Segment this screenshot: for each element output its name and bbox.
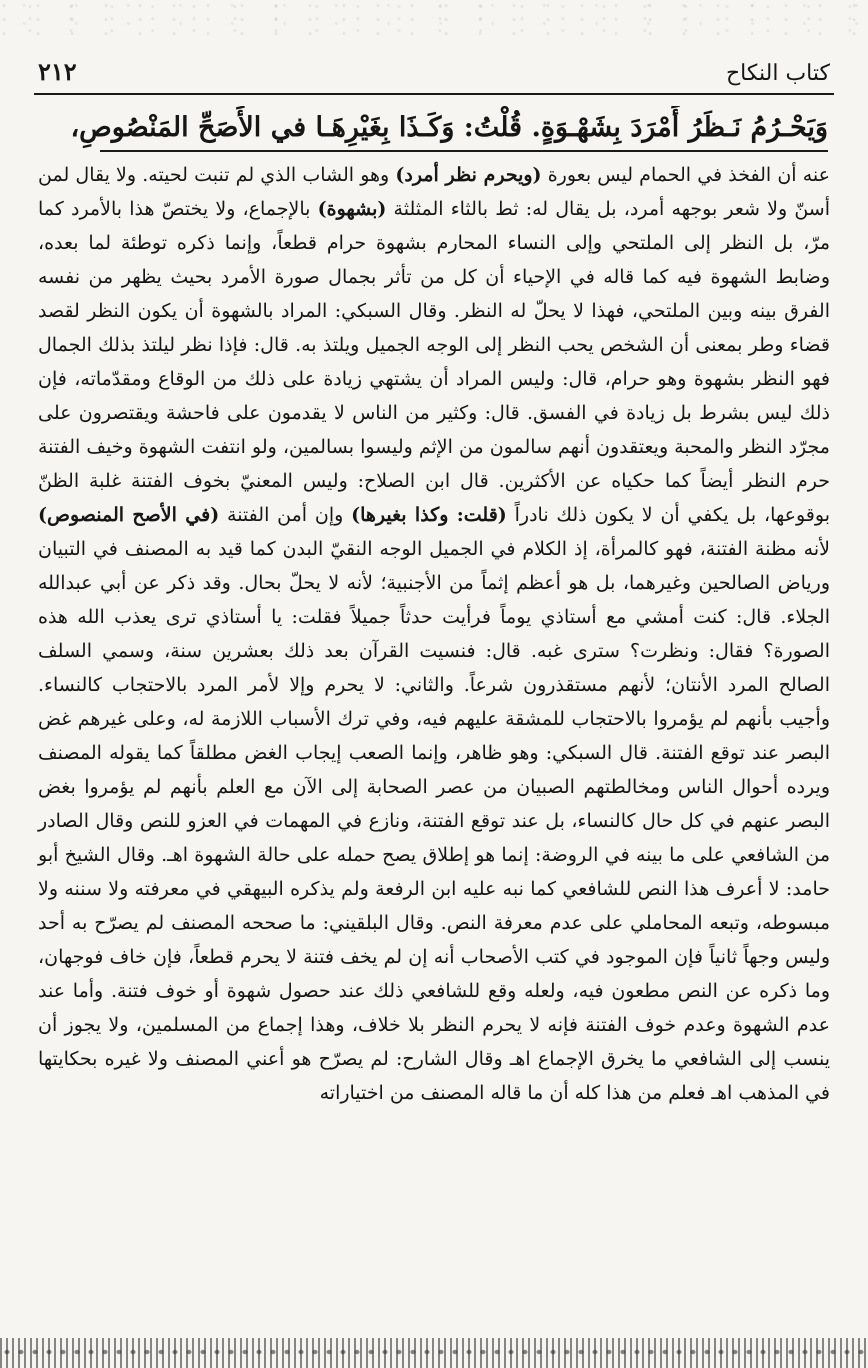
matn-underline (100, 150, 828, 152)
commentary-segment: وإن أمن الفتنة (219, 504, 352, 526)
commentary-segment: بالإجماع، ولا يختصّ هذا بالأمرد كما مرّ، بل النظر إلى الملتحي وإلى النساء المحارم بشهوة حرام قطعاً، وإنما ذكره توطئة لما بعده، وضابط الشهوة فيه كما قاله في الإحياء أن كل من تأثر بجمال صورة الأمرد بحيث يظهر من نفسه الفرق بينه وبين الملتحي، فهذا لا يحلّ له النظر. وقال السبكي: المراد بالشهوة أن يكون النظر لقصد قضاء وطر بمعنى أن الشخص يحب النظر إلى الوجه الجميل ويلتذ به. قال: فإذا نظر ليلتذ بذلك الجمال فهو النظر بشهوة وهو حرام، قال: وليس المراد أن يشتهي زيادة على ذلك من الوقاع ومقدّماته، فإن ذلك ليس بشرط بل زيادة في الفسق. قال: وكثير من الناس لا يقدمون على فاحشة ويقتصرون على مجرّد النظر والمحبة ويعتقدون أنهم سالمون من الإثم وليسوا بسالمين، ولو انتفت الشهوة وخيف الفتنة حرم النظر أيضاً كما حكياه عن الأكثرين. قال ابن الصلاح: وليس المعنيّ بخوف الفتنة غلبة الظنّ بوقوعها، بل يكفي أن لا يكون ذلك نادراً (38, 198, 830, 526)
header-rule (34, 93, 834, 95)
commentary-segment: عنه أن الفخذ في الحمام ليس بعورة (541, 164, 830, 186)
commentary-segment: لأنه مظنة الفتنة، فهو كالمرأة، إذ الكلام في الجميل الوجه النقيّ البدن كما قيد به المصنف في التبيان ورياض الصالحين وغيرهما، بل هو أعظم إثماً من الأجنبية؛ لأنه لا يحلّ بحال. وقد ذكر عن أبي عبدالله الجلاء. قال: كنت أمشي مع أستاذي يوماً فرأيت حدثاً جميلاً فقلت: يا أستاذي ترى يعذب الله هذه الصورة؟ فقال: ونظرت؟ سترى غبه. قال: فنسيت القرآن بعد ذلك بعشرين سنة، وسمي السلف الصالح المرد الأنتان؛ لأنهم مستقذرون شرعاً. والثاني: لا يحرم وإلا لأمر المرد بالاحتجاب كالنساء. وأجيب بأنهم لم يؤمروا بالاحتجاب للمشقة عليهم فيه، وفي ترك الأسباب اللازمة له، وعلى غيرهم غض البصر عند توقع الفتنة. قال السبكي: وهو ظاهر، وإنما الصعب إيجاب الغض مطلقاً كما يقوله المصنف ويرده أحوال الناس ومخالطتهم الصبيان من عصر الصحابة إلى الآن مع العلم بأنهم لم يؤمروا بغض البصر عنهم في كل حال كالنساء، بل عند توقع الفتنة، ونازع في المهمات في العزو للنص وقال الصادر من الشافعي على ما بينه في الروضة: إنما هو إطلاق يصح حمله على حالة الشهوة اهـ. وقال الشيخ أبو حامد: لا أعرف هذا النص للشافعي كما نبه عليه ابن الرفعة ولم يذكره البيهقي في معرفته ولا سننه ولا مبسوطه، وتبعه المحاملي على عدم معرفة النص. وقال البلقيني: ما صححه المصنف لم يصرّح به أحد وليس وجهاً ثانياً فإن الموجود في كتب الأصحاب أنه إن لم يخف فتنة لا يحرم قطعاً، فإن خاف فوجهان، وما ذكره عن النص مطعون فيه، ولعله وقع للشافعي ذلك عند حصول شهوة أو خوف فتنة. وأما عند عدم الشهوة وعدم خوف الفتنة فإنه لا يحرم النظر بلا خلاف، وهذا إجماع من المسلمين، ولا يجوز أن ينسب إلى الشافعي ما يخرق الإجماع اهـ وقال الشارح: لم يصرّح هو أعني المصنف ولا غيره بحكايتها في المذهب اهـ فعلم من هذا كله أن ما قاله المصنف من اختياراته (38, 538, 830, 1104)
commentary-segment: وهو الشاب الذي لم تنبت لحيته. ولا يقال لمن أسنّ ولا شعر بوجهه أمرد، بل يقال له: ثط بالثاء المثلثة (38, 164, 830, 220)
scan-speckle (0, 0, 868, 40)
book-title: كتاب النكاح (725, 61, 830, 86)
running-header (30, 52, 838, 92)
quoted-matn-segment: (بشهوة) (317, 198, 387, 220)
quoted-matn-segment: (في الأصح المنصوص) (38, 504, 220, 526)
page-number: ٢١٢ (38, 57, 77, 86)
quoted-matn-segment: (قلت: وكذا بغيرها) (351, 504, 507, 526)
commentary-body (38, 158, 830, 1110)
quoted-matn-segment: (ويحرم نظر أمرد) (395, 164, 542, 186)
bottom-ornament-pattern (0, 1346, 868, 1358)
matn-text: وَيَحْـرُمُ نَـظَرُ أَمْرَدَ بِشَهْـوَةٍ. قُلْتُ: وَكَـذَا بِغَيْرِهَـا في الأَصَحِّ المَنْصُوصِ، (70, 112, 828, 143)
